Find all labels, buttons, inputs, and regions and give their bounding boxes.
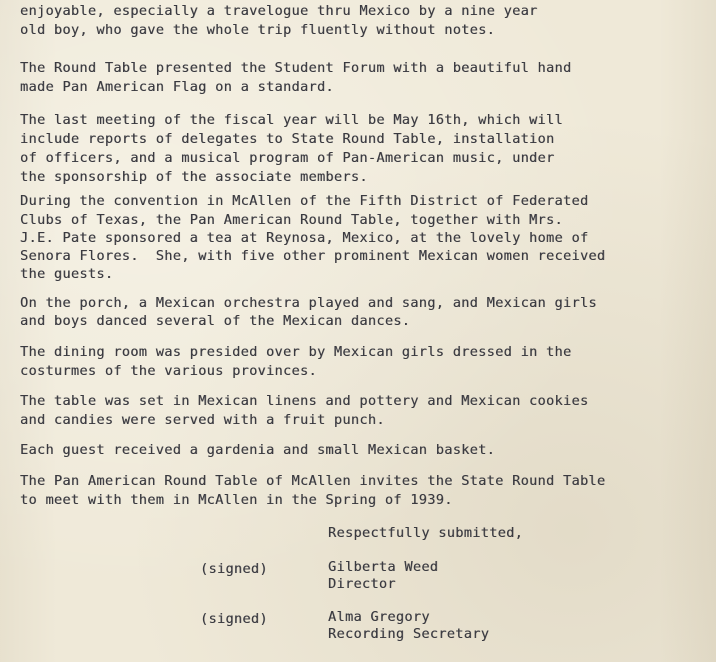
text-line: enjoyable, especially a travelogue thru Mexico by a nine year — [20, 3, 538, 19]
text-line: to meet with them in McAllen in the Spring of 1939. — [20, 492, 453, 508]
text-line: The Round Table presented the Student Forum with a beautiful hand — [20, 60, 572, 76]
text-line: During the convention in McAllen of the Fifth District of Federated — [20, 193, 589, 209]
signer-name: Alma Gregory — [328, 609, 430, 625]
text-line: The last meeting of the fiscal year will be May 16th, which will — [20, 112, 563, 128]
text-line: of officers, and a musical program of Pan-American music, under — [20, 150, 555, 166]
text-line: include reports of delegates to State Round Table, installation — [20, 131, 555, 147]
text-line: the guests. — [20, 266, 114, 282]
text-line: and boys danced several of the Mexican dances. — [20, 313, 411, 329]
text-line: The Pan American Round Table of McAllen invites the State Round Table — [20, 473, 606, 489]
text-line: On the porch, a Mexican orchestra played and sang, and Mexican girls — [20, 295, 597, 311]
signer-title: Recording Secretary — [328, 626, 490, 642]
text-line: J.E. Pate sponsored a tea at Reynosa, Mexico, at the lovely home of — [20, 230, 589, 246]
signed-mark: (signed) — [200, 561, 268, 577]
signer-title: Director — [328, 576, 396, 592]
text-line: and candies were served with a fruit punch. — [20, 412, 385, 428]
text-line: Senora Flores. She, with five other prominent Mexican women received — [20, 248, 606, 264]
typed-letter-page — [20, 0, 716, 662]
text-line: costurmes of the various provinces. — [20, 363, 317, 379]
text-line: old boy, who gave the whole trip fluently without notes. — [20, 22, 496, 38]
text-line: The table was set in Mexican linens and pottery and Mexican cookies — [20, 393, 589, 409]
text-line: The dining room was presided over by Mexican girls dressed in the — [20, 344, 572, 360]
text-line: made Pan American Flag on a standard. — [20, 79, 334, 95]
text-line: Clubs of Texas, the Pan American Round Table, together with Mrs. — [20, 212, 563, 228]
text-line: Each guest received a gardenia and small Mexican basket. — [20, 442, 496, 458]
text-line: the sponsorship of the associate members. — [20, 169, 368, 185]
closing-line: Respectfully submitted, — [328, 525, 524, 541]
signed-mark: (signed) — [200, 611, 268, 627]
signer-name: Gilberta Weed — [328, 559, 439, 575]
